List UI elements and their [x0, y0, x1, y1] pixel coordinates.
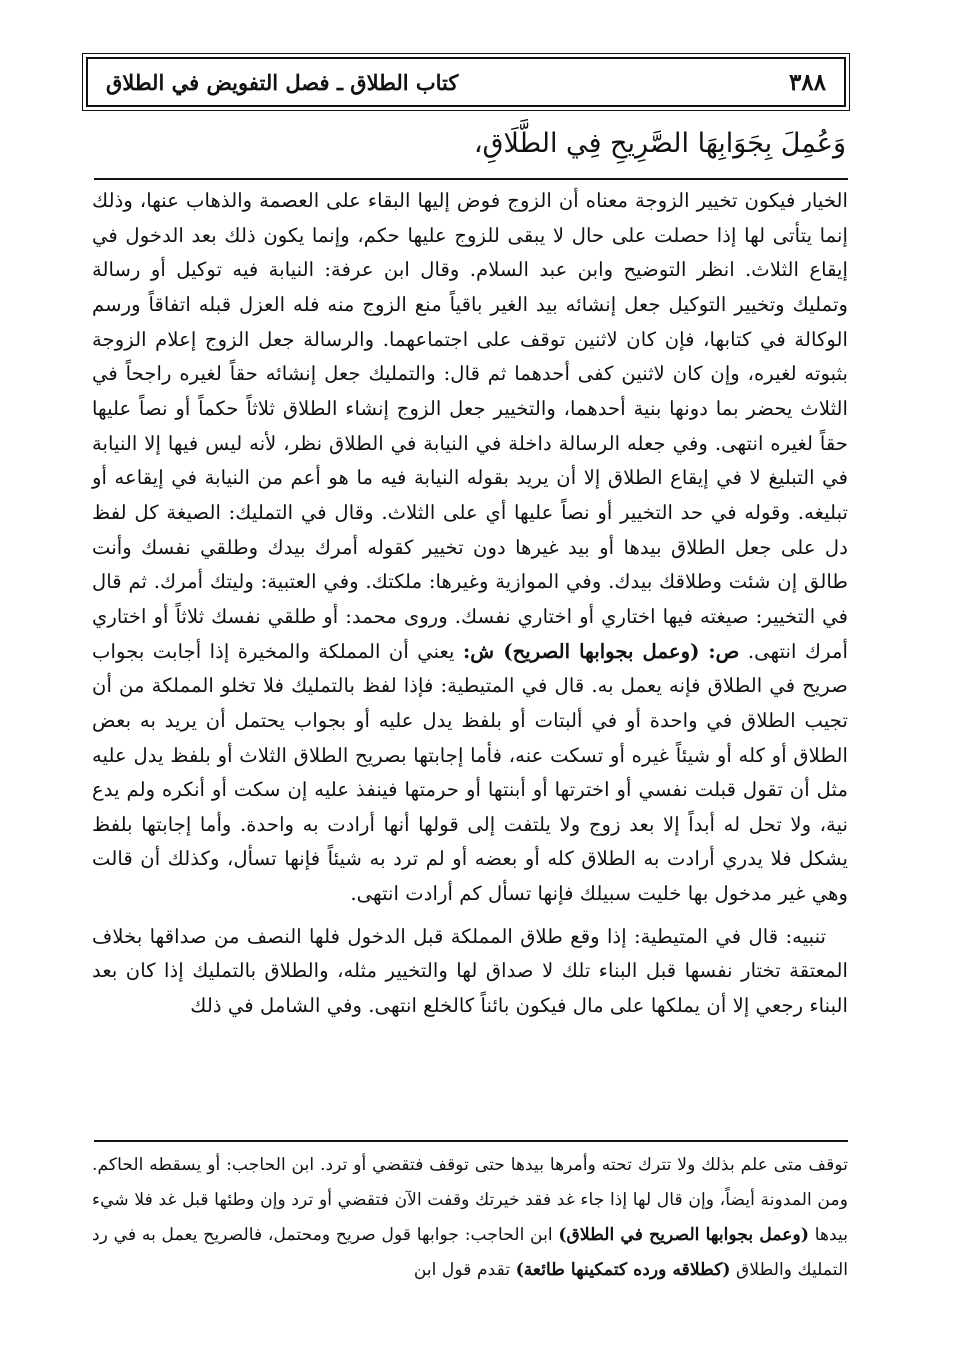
verse-divider	[94, 178, 848, 180]
text-marker: ص: (وعمل بجوابها الصريح) ش:	[462, 639, 740, 663]
footnote-text-3: تقدم قول ابن	[413, 1260, 511, 1280]
commentary-text: الخيار فيكون تخيير الزوجة معناه أن الزوج فوض إليها البقاء على العصمة والذهاب عنها، وذلك إنما يتأتى لها إذا حصلت على حال لا يبقى للزوج عليها حكم، وإنما يكون ذلك بعد الدخول في إيقاع الثلاث. انظر التوضيح وابن عبد السلام. وقال ابن عرفة: النيابة فيه توكيل أو رسالة وتمليك وتخيير التوكيل جعل إنشائه بيد الغير باقياً منع الزوج منه فله العزل قبله اتفاقاً ورسم الوكالة في كتابها، فإن كان لاثنين توقف على اجتماعهما. والرسالة جعل الزوج إعلام الزوجة بثبوته لغيره، وإن كان لاثنين كفى أحدهما ثم قال: والتمليك جعل إنشائه حقاً لغيره راجحاً في الثلاث يحضر بما دونها بنية أحدهما، والتخيير جعل الزوج إنشاء الطلاق ثلاثاً حكماً أو نصاً عليها حقاً لغيره انتهى. وفي جعله الرسالة داخلة في النيابة في الطلاق نظر، لأنه ليس فيها إلا النيابة في التبليغ لا في إيقاع الطلاق إلا أن يريد بقوله النيابة فيه ما هو أعم من النيابة في إيقاعه أو تبليغه. وقوله في حد التخيير أو نصاً عليها أي على الثلاث. وقال في التمليك: الصيغة كل لفظ دل على جعل الطلاق بيدها أو بيد غيرها دون تخيير كقوله أمرك بيدك وطلقي نفسك وأنت طالق إن شئت وطلاقك بيدك. وفي الموازية وغيرها: ملكتك. وفي العتبية: وليتك أمرك. ثم قال في التخيير: صيغته فيها اختاري أو اختاري نفسك. وروى محمد: أو طلقي نفسك ثلاثاً أو اختاري أمرك انتهى.	[92, 189, 849, 663]
footnote-marker-2: (كطلاقه ورده كتمكينها طائعة)	[515, 1260, 731, 1280]
commentary-paragraph	[92, 184, 848, 912]
main-text	[92, 184, 848, 1024]
verse-line: وَعُمِلَ بِجَوَابِهَا الصَّرِيحِ فِي الطَّلَاقِ،	[473, 128, 846, 159]
page-header	[86, 57, 846, 107]
footnote-text: توقف متى علم بذلك ولا تترك تحته وأمرها بيدها حتى توقف فتقضي أو ترد. ابن الحاجب: أو يسقطه الحاكم. ومن المدونة أيضاً، وإن قال لها إذا جاء غد فقد خيرتك وقفت الآن فتقضي أو ترد وإن وطئها قبل غد فلا شيء بيدها	[92, 1155, 848, 1245]
footnote-text-2: ابن الحاجب: جوابها قول صريح ومحتمل، فالصريح يعمل به في رد التمليك والطلاق	[92, 1225, 848, 1280]
running-title: كتاب الطلاق ـ فصل التفويض في الطلاق	[106, 69, 459, 95]
note-paragraph: تنبيه: قال في المتيطية: إذا وقع طلاق المملكة قبل الدخول فلها النصف من صداقها بخلاف المعتقة تختار نفسها قبل البناء تلك لا صداق لها والتخيير مثله، والطلاق بالتمليك إذا كان بعد البناء رجعي إلا أن يملكها على مال فيكون بائناً كالخلع انتهى. وفي الشامل في ذلك	[92, 924, 848, 1018]
footnote-paragraph	[92, 1148, 848, 1288]
commentary-text-continued: يعني أن المملكة والمخيرة إذا أجابت بجواب صريح في الطلاق فإنه يعمل به. قال في المتيطية: فإذا لفظ بالتمليك فلا تخلو المملكة من أن تجيب الطلاق في واحدة أو في ألبتات أو بلفظ يدل عليه أو بجواب يحتمل أن يريد به بعض الطلاق أو كله أو شيئاً غيره أو تسكت عنه، فأما إجابتها بصريح الطلاق الثلاث أو بلفظ يدل عليه مثل أن تقول قبلت نفسي أو اخترتها أو أبنتها أو حرمتها فينفذ عليه إن سكت أو أنكره ولم يدع نية، ولا تحل له أبداً إلا بعد زوج ولا يلتفت إلى قولها أنها أرادت به واحدة. وأما إجابتها بلفظ يشكل فلا يدري أرادت به الطلاق كله أو بعضه أو لم ترد به شيئاً فإنها تسأل، وكذلك أن قالت وهي غير مدخول بها خليت سبيلك فإنها تسأل كم أرادت انتهى.	[92, 639, 848, 906]
footnote	[92, 1148, 848, 1288]
footnote-divider	[94, 1140, 848, 1142]
page-number: ٣٨٨	[788, 68, 826, 96]
footnote-marker: (وعمل بجوابها الصريح في الطلاق)	[558, 1225, 809, 1245]
